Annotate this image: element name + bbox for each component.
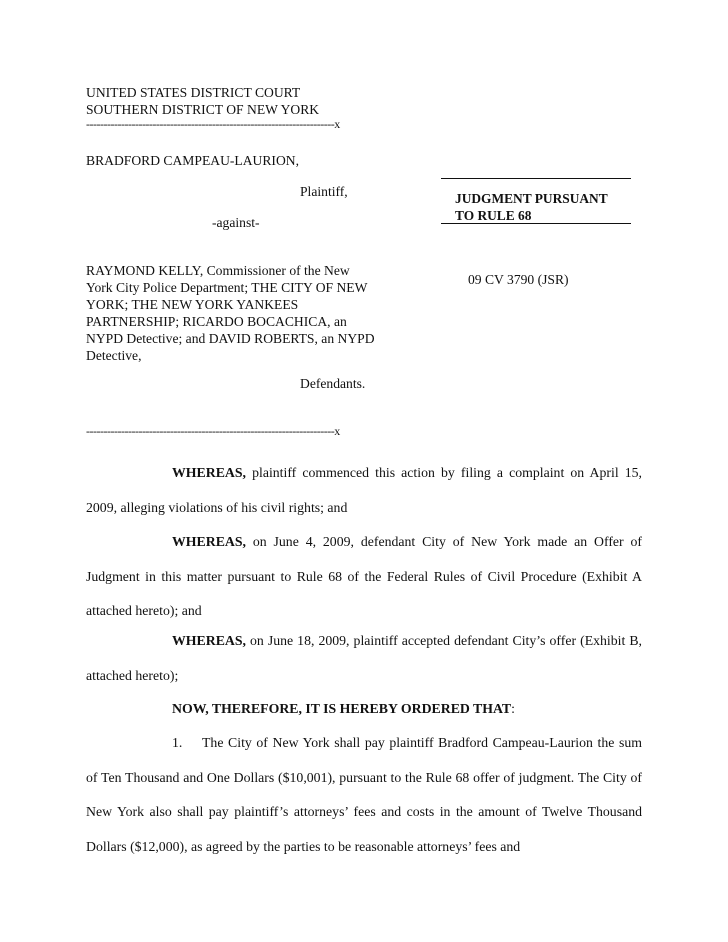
against-label: -against- <box>212 215 260 230</box>
defendants-line: PARTNERSHIP; RICARDO BOCACHICA, an <box>86 314 347 329</box>
title-top-rule <box>441 178 631 179</box>
defendants-line: RAYMOND KELLY, Commissioner of the New <box>86 263 350 278</box>
paragraph-text: on June 18, 2009, plaintiff accepted defendant City’s offer (Exhibit B, attached hereto); <box>86 633 642 683</box>
order-item-1 <box>86 726 642 864</box>
item-text: The City of New York shall pay plaintiff Bradford Campeau-Laurion the sum of Ten Thousand and One Dollars ($10,001), pursuant to the Rule 68 offer of judgment. The City of New York also shall pay plaintiff’s attorneys’ fees and costs in the amount of Twelve Thousand Dollars ($12,000), as agreed by the parties to be reasonable attorneys’ fees and <box>86 735 642 854</box>
whereas-lead: WHEREAS, <box>172 633 246 648</box>
document-title: JUDGMENT PURSUANT <box>455 191 608 206</box>
whereas-lead: WHEREAS, <box>172 465 246 480</box>
paragraph-whereas-1 <box>86 456 642 525</box>
plaintiff-label: Plaintiff, <box>300 184 348 199</box>
court-name: UNITED STATES DISTRICT COURT <box>86 85 301 100</box>
order-heading <box>86 692 642 727</box>
defendants-line: YORK; THE NEW YORK YANKEES <box>86 297 299 312</box>
title-bottom-rule <box>441 223 631 224</box>
paragraph-text: on June 4, 2009, defendant City of New York made an Offer of Judgment in this matter pursuant to Rule 68 of the Federal Rules of Civil Procedure (Exhibit A attached hereto); and <box>86 534 642 618</box>
case-number: 09 CV 3790 (JSR) <box>468 272 569 287</box>
paragraph-text: plaintiff commenced this action by filing a complaint on April 15, 2009, alleging violations of his civil rights; and <box>86 465 642 515</box>
paragraph-whereas-3 <box>86 624 642 693</box>
defendants-line: NYPD Detective; and DAVID ROBERTS, an NYPD <box>86 331 375 346</box>
plaintiff-name: BRADFORD CAMPEAU-LAURION, <box>86 153 299 168</box>
court-district: SOUTHERN DISTRICT OF NEW YORK <box>86 102 320 117</box>
caption-separator-bottom: -----------------------------------------------------------------------x <box>86 424 340 438</box>
order-heading-text: NOW, THEREFORE, IT IS HEREBY ORDERED THAT <box>172 701 512 716</box>
item-number: 1. <box>172 735 183 750</box>
defendants-line: Detective, <box>86 348 142 363</box>
whereas-lead: WHEREAS, <box>172 534 246 549</box>
document-title-line2: TO RULE 68 <box>455 208 532 223</box>
defendants-line: York City Police Department; THE CITY OF NEW <box>86 280 368 295</box>
defendants-label: Defendants. <box>300 376 366 391</box>
caption-separator-top: -----------------------------------------------------------------------x <box>86 117 340 131</box>
order-heading-colon: : <box>511 701 515 716</box>
paragraph-whereas-2 <box>86 525 642 629</box>
